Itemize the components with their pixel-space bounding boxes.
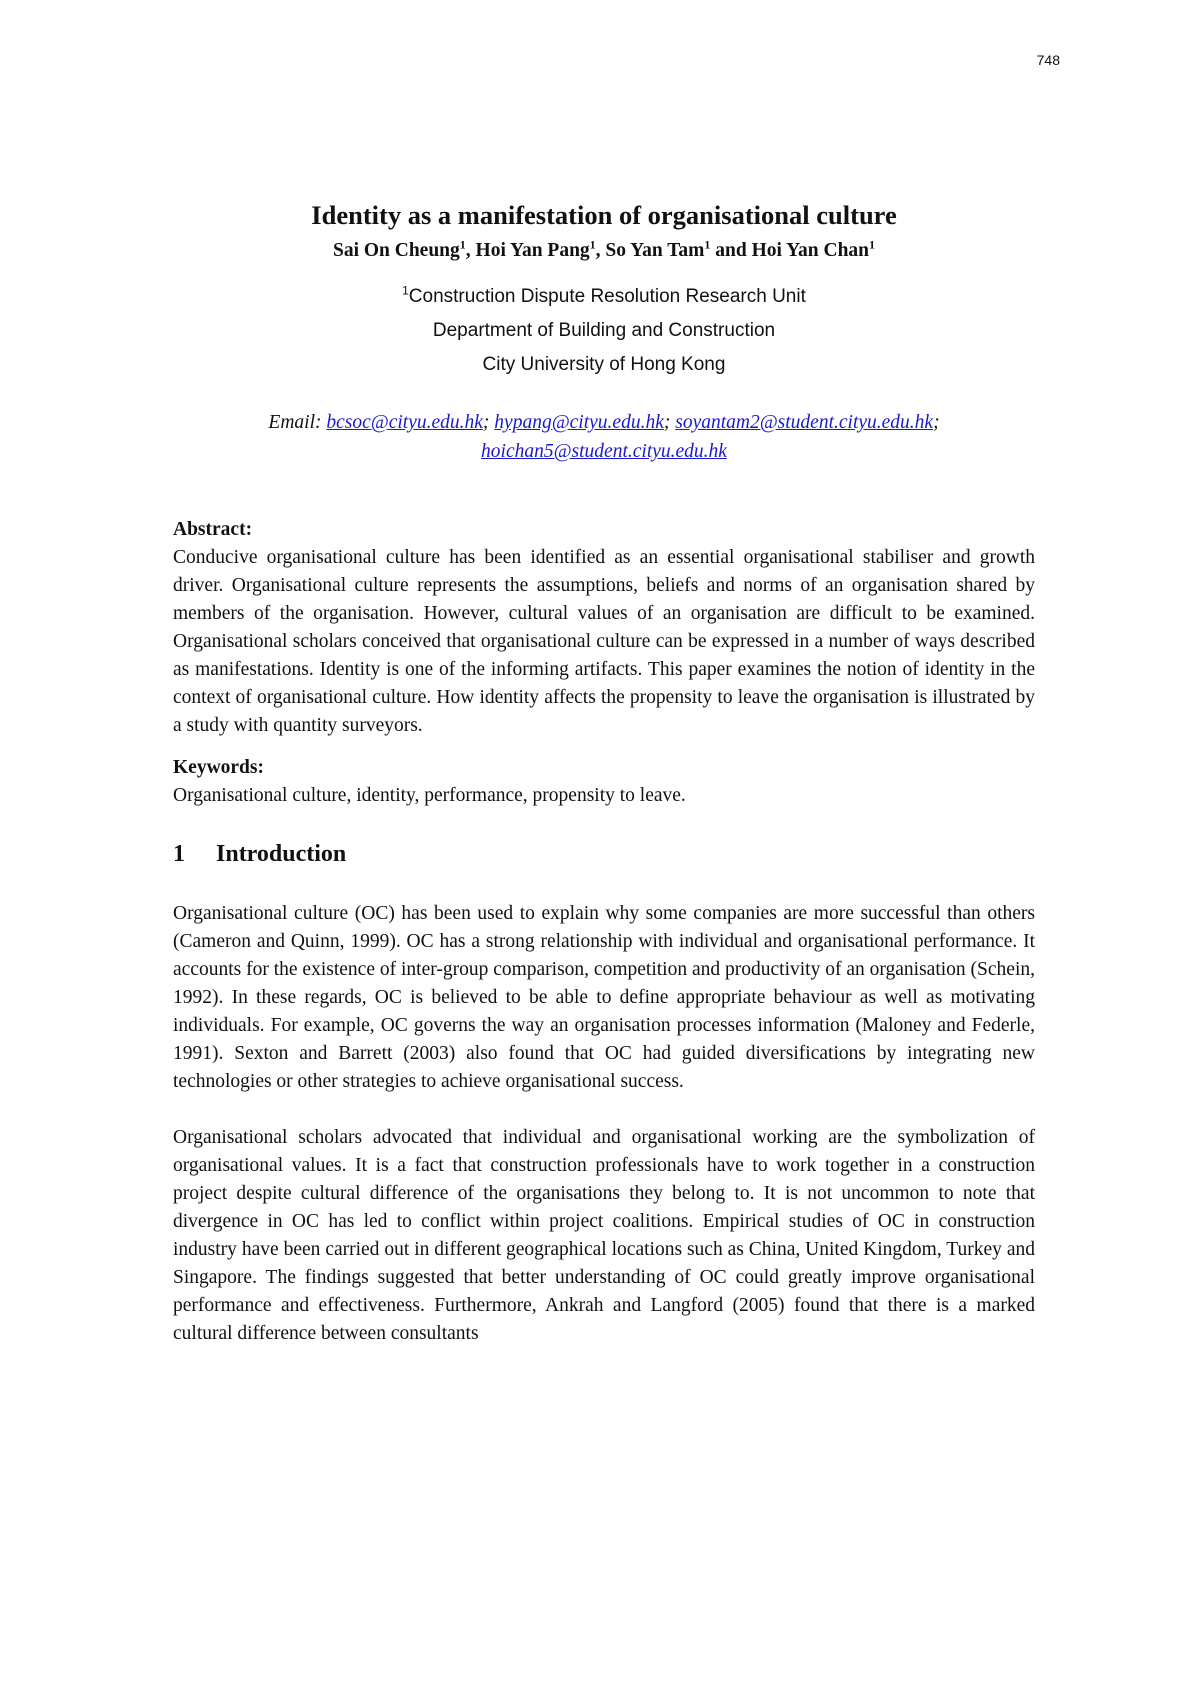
paper-title: Identity as a manifestation of organisational culture bbox=[311, 200, 897, 230]
section-title: Introduction bbox=[216, 841, 347, 867]
affiliation-university: City University of Hong Kong bbox=[482, 354, 726, 375]
email-link[interactable]: hoichan5@student.cityu.edu.hk bbox=[481, 441, 727, 462]
body-paragraph: Organisational culture (OC) has been used to explain why some companies are more successful than others (Cameron and Quinn, 1999). OC has a strong relationship with individual and organisational performance. It accounts for the existence of inter-group comparison, competition and productivity of an organisation (Schein, 1992). In these regards, OC is believed to be able to define appropriate behaviour as well as motivating individuals. For example, OC governs the way an organisation processes information (Maloney and Federle, 1991). Sexton and Barrett (2003) also found that OC had guided diversifications by integrating new technologies or other strategies to achieve organisational success. bbox=[173, 903, 1035, 1092]
email-block bbox=[173, 408, 1035, 466]
section-number: 1 bbox=[173, 841, 185, 867]
abstract-label: Abstract: bbox=[173, 519, 253, 540]
email-separator: ; bbox=[933, 412, 940, 433]
keywords-section bbox=[173, 754, 1035, 810]
author-name: Hoi Yan Pang bbox=[475, 240, 590, 261]
author-name: Sai On Cheung bbox=[332, 240, 460, 261]
email-link[interactable]: hypang@cityu.edu.hk bbox=[494, 412, 664, 433]
page-number: 748 bbox=[1036, 52, 1060, 68]
author-affiliation-mark: 1 bbox=[459, 237, 466, 252]
email-link[interactable]: bcsoc@cityu.edu.hk bbox=[326, 412, 483, 433]
keywords-text: Organisational culture, identity, performance, propensity to leave. bbox=[173, 785, 686, 806]
email-separator: ; bbox=[663, 412, 671, 433]
author-separator: , bbox=[465, 240, 476, 261]
email-line bbox=[173, 437, 1035, 466]
email-line bbox=[173, 408, 1035, 437]
email-label: Email: bbox=[268, 412, 322, 433]
affiliation-line bbox=[173, 280, 1035, 314]
body-paragraph: Organisational scholars advocated that individual and organisational working are the symbolization of organisational values. It is a fact that construction professionals have to work together in a construction project despite cultural difference of the organisations they belong to. It is not uncommon to note that divergence in OC has led to conflict within project coalitions. Empirical studies of OC in construction industry have been carried out in different geographical locations such as China, United Kingdom, Turkey and Singapore. The findings suggested that better understanding of OC could greatly improve organisational performance and effectiveness. Furthermore, Ankrah and Langford (2005) found that there is a marked cultural difference between consultants bbox=[173, 1127, 1035, 1344]
keywords-label: Keywords: bbox=[173, 757, 264, 778]
email-separator: ; bbox=[482, 412, 490, 433]
author-affiliation-mark: 1 bbox=[589, 237, 596, 252]
author-separator: , bbox=[595, 240, 606, 261]
abstract-text: Conducive organisational culture has been identified as an essential organisational stabiliser and growth driver. Organisational culture represents the assumptions, beliefs and norms of an organisation shared by members of the organisation. However, cultural values of an organisation are difficult to be examined. Organisational scholars conceived that organisational culture can be expressed in a number of ways described as manifestations. Identity is one of the informing artifacts. This paper examines the notion of identity in the context of organisational culture. How identity affects the propensity to leave the organisation is illustrated by a study with quantity surveyors. bbox=[173, 547, 1035, 736]
author-affiliation-mark: 1 bbox=[704, 237, 711, 252]
author-name: So Yan Tam bbox=[605, 240, 705, 261]
affiliation-block bbox=[173, 280, 1035, 382]
author-name: Hoi Yan Chan bbox=[751, 240, 870, 261]
affiliation-unit: Construction Dispute Resolution Research Unit bbox=[408, 286, 806, 307]
author-affiliation-mark: 1 bbox=[869, 237, 876, 252]
affiliation-department: Department of Building and Construction bbox=[432, 320, 776, 341]
section-heading-introduction bbox=[173, 838, 1035, 870]
author-list bbox=[173, 238, 1035, 264]
affiliation-mark: 1 bbox=[402, 283, 409, 298]
author-separator: and bbox=[710, 240, 752, 261]
paper-body bbox=[173, 198, 1035, 1348]
email-link[interactable]: soyantam2@student.cityu.edu.hk bbox=[675, 412, 934, 433]
abstract-section bbox=[173, 516, 1035, 740]
